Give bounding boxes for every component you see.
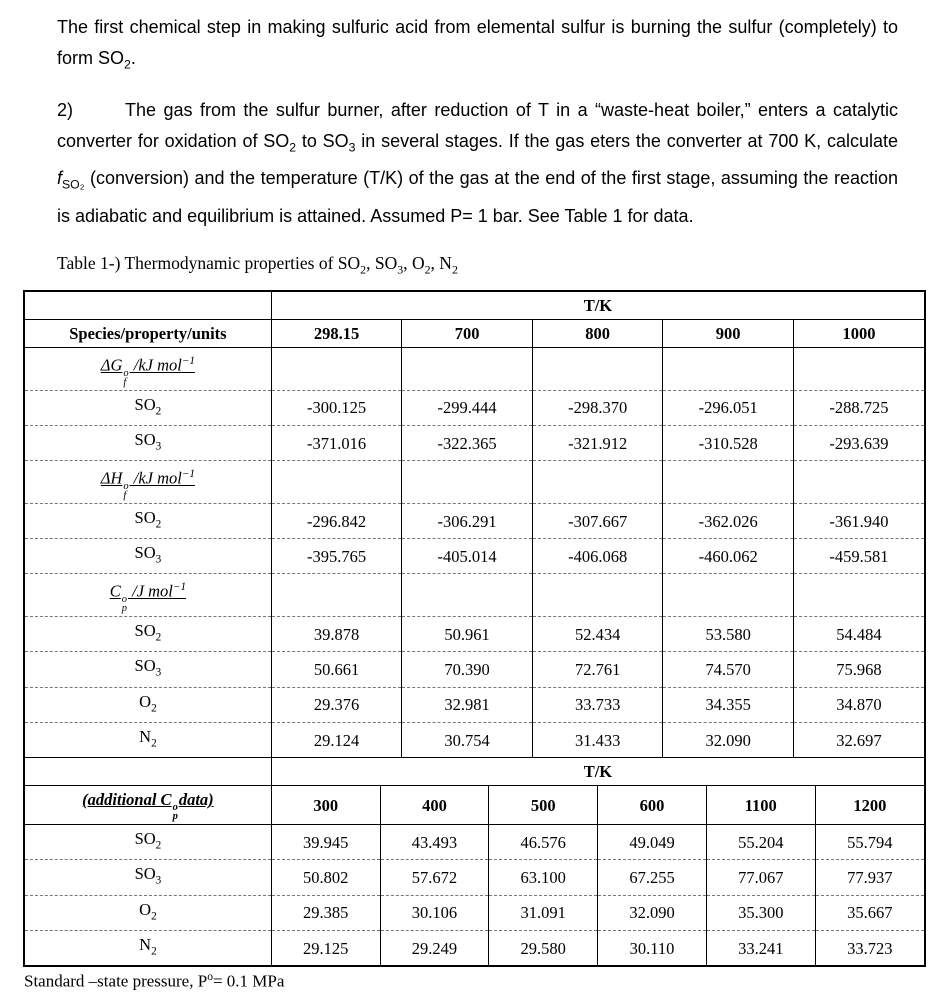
table-cell (663, 574, 794, 617)
table-caption: Table 1-) Thermodynamic properties of $SO_2$, $SO_3$, $O_2$, $N_2$ (57, 252, 458, 277)
row-label: ΔH o f /kJ mol$^{-1}$ (25, 461, 271, 504)
table-cell: 50.802 (271, 860, 380, 895)
table-cell: -361.940 (793, 503, 924, 538)
table-cell: -288.725 (793, 390, 924, 425)
table-cell (793, 574, 924, 617)
table-cell: 32.090 (663, 722, 794, 757)
table-cell: 57.672 (380, 860, 489, 895)
tk-header: T/K (271, 292, 924, 320)
column-header: 298.15 (271, 320, 402, 348)
table-cell: 75.968 (793, 652, 924, 687)
row-label: $SO_3$ (25, 860, 271, 895)
table-cell: 33.241 (706, 931, 815, 966)
table-cell: 34.355 (663, 687, 794, 722)
table-cell: -459.581 (793, 539, 924, 574)
table-cell: 30.754 (402, 722, 533, 757)
table-cell: -300.125 (271, 390, 402, 425)
row-label: $O_2$ (25, 687, 271, 722)
table-cell: 29.385 (271, 895, 380, 930)
table-cell: 72.761 (532, 652, 663, 687)
table-cell: 29.124 (271, 722, 402, 757)
row-label: C o p /J mol$^{-1}$ (25, 574, 271, 617)
row-label: $O_2$ (25, 895, 271, 930)
row-label: $SO_2$ (25, 503, 271, 538)
table-cell: 63.100 (489, 860, 598, 895)
table-cell: 52.434 (532, 616, 663, 651)
table-cell: 29.376 (271, 687, 402, 722)
table-cell (532, 574, 663, 617)
table-cell: 70.390 (402, 652, 533, 687)
table-cell: -362.026 (663, 503, 794, 538)
table-cell: 29.249 (380, 931, 489, 966)
table-cell (793, 461, 924, 504)
table-cell: 67.255 (598, 860, 707, 895)
row-label: $SO_3$ (25, 426, 271, 461)
row-label: $SO_2$ (25, 616, 271, 651)
table-cell: 29.125 (271, 931, 380, 966)
table-cell: 32.090 (598, 895, 707, 930)
table-cell (663, 348, 794, 391)
table-cell (402, 461, 533, 504)
table-cell: 77.067 (706, 860, 815, 895)
table-cell: 55.794 (815, 825, 924, 860)
table-cell: 50.661 (271, 652, 402, 687)
table-lower (25, 757, 924, 965)
table-cell: -460.062 (663, 539, 794, 574)
row-label: $SO_3$ (25, 652, 271, 687)
item-number: 2) (57, 99, 74, 120)
table-cell (663, 461, 794, 504)
table-cell: -322.365 (402, 426, 533, 461)
table-cell (271, 348, 402, 391)
table-cell: 30.106 (380, 895, 489, 930)
column-header: 900 (663, 320, 794, 348)
table-cell: 32.697 (793, 722, 924, 757)
row-label: $SO_3$ (25, 539, 271, 574)
column-header: 1000 (793, 320, 924, 348)
table-cell: 30.110 (598, 931, 707, 966)
row-label: $N_2$ (25, 931, 271, 966)
table-cell (532, 461, 663, 504)
table-cell: -321.912 (532, 426, 663, 461)
corner-cell (25, 758, 271, 786)
column-header: 700 (402, 320, 533, 348)
table-cell: 54.484 (793, 616, 924, 651)
table-cell (402, 574, 533, 617)
row-label: $SO_2$ (25, 825, 271, 860)
table-cell: 50.961 (402, 616, 533, 651)
table-cell (793, 348, 924, 391)
row-label: ΔG o f /kJ mol$^{-1}$ (25, 348, 271, 391)
table-cell: -299.444 (402, 390, 533, 425)
table-cell (402, 348, 533, 391)
table-cell: -307.667 (532, 503, 663, 538)
table-cell: 39.945 (271, 825, 380, 860)
table-cell: 29.580 (489, 931, 598, 966)
column-header: 600 (598, 786, 707, 825)
table-cell: 35.300 (706, 895, 815, 930)
tk-header: T/K (271, 758, 924, 786)
table-cell: -406.068 (532, 539, 663, 574)
table-upper (25, 292, 924, 757)
paragraph-1: The first chemical step in making sulfuric acid from elemental sulfur is burning the sulfur (completely) to form $SO_2$. (57, 17, 898, 72)
table-cell: 33.723 (815, 931, 924, 966)
table-cell: -296.051 (663, 390, 794, 425)
table-cell: 74.570 (663, 652, 794, 687)
row-label: $SO_2$ (25, 390, 271, 425)
table-cell: 46.576 (489, 825, 598, 860)
table-cell: -296.842 (271, 503, 402, 538)
row-label: $N_2$ (25, 722, 271, 757)
table-cell: 31.091 (489, 895, 598, 930)
paragraph-2-text: The gas from the sulfur burner, after reduction of T in a “waste-heat boiler,” enters a catalytic converter for oxidation of $SO_2$ to $SO_3$ in several stages. If the gas eters the converter at 700 K, calculate $f_{SO_2}$ (conversion) and the temperature (T/K) of the gas at the end of the first stage, assuming the reaction is adiabatic and equilibrium is attained. Assumed P= 1 bar. See Table 1 for data. (57, 99, 898, 226)
table-cell: 33.733 (532, 687, 663, 722)
table-cell: 55.204 (706, 825, 815, 860)
corner-cell (25, 292, 271, 320)
table-cell (271, 461, 402, 504)
table-cell: -395.765 (271, 539, 402, 574)
column-header: 1100 (706, 786, 815, 825)
footnote: Standard –state pressure, $P^o= 0.1$ MPa (24, 970, 285, 991)
table-cell: -371.016 (271, 426, 402, 461)
table-cell: -310.528 (663, 426, 794, 461)
table-cell (532, 348, 663, 391)
table-cell: 35.667 (815, 895, 924, 930)
header-label: (additional C o p data) (25, 786, 271, 825)
column-header: 800 (532, 320, 663, 348)
table-cell: -405.014 (402, 539, 533, 574)
table-upper-body (25, 292, 924, 757)
table-cell: 31.433 (532, 722, 663, 757)
table-cell: 43.493 (380, 825, 489, 860)
column-header: 400 (380, 786, 489, 825)
table-cell: 77.937 (815, 860, 924, 895)
table-cell: -298.370 (532, 390, 663, 425)
column-header: 500 (489, 786, 598, 825)
thermo-table (23, 290, 926, 967)
column-header: 1200 (815, 786, 924, 825)
table-cell (271, 574, 402, 617)
table-cell: 32.981 (402, 687, 533, 722)
table-cell: -293.639 (793, 426, 924, 461)
header-label: Species/property/units (25, 320, 271, 348)
table-cell: 53.580 (663, 616, 794, 651)
table-cell: -306.291 (402, 503, 533, 538)
table-cell: 49.049 (598, 825, 707, 860)
column-header: 300 (271, 786, 380, 825)
paragraph-2 (57, 95, 898, 232)
table-cell: 34.870 (793, 687, 924, 722)
table-cell: 39.878 (271, 616, 402, 651)
